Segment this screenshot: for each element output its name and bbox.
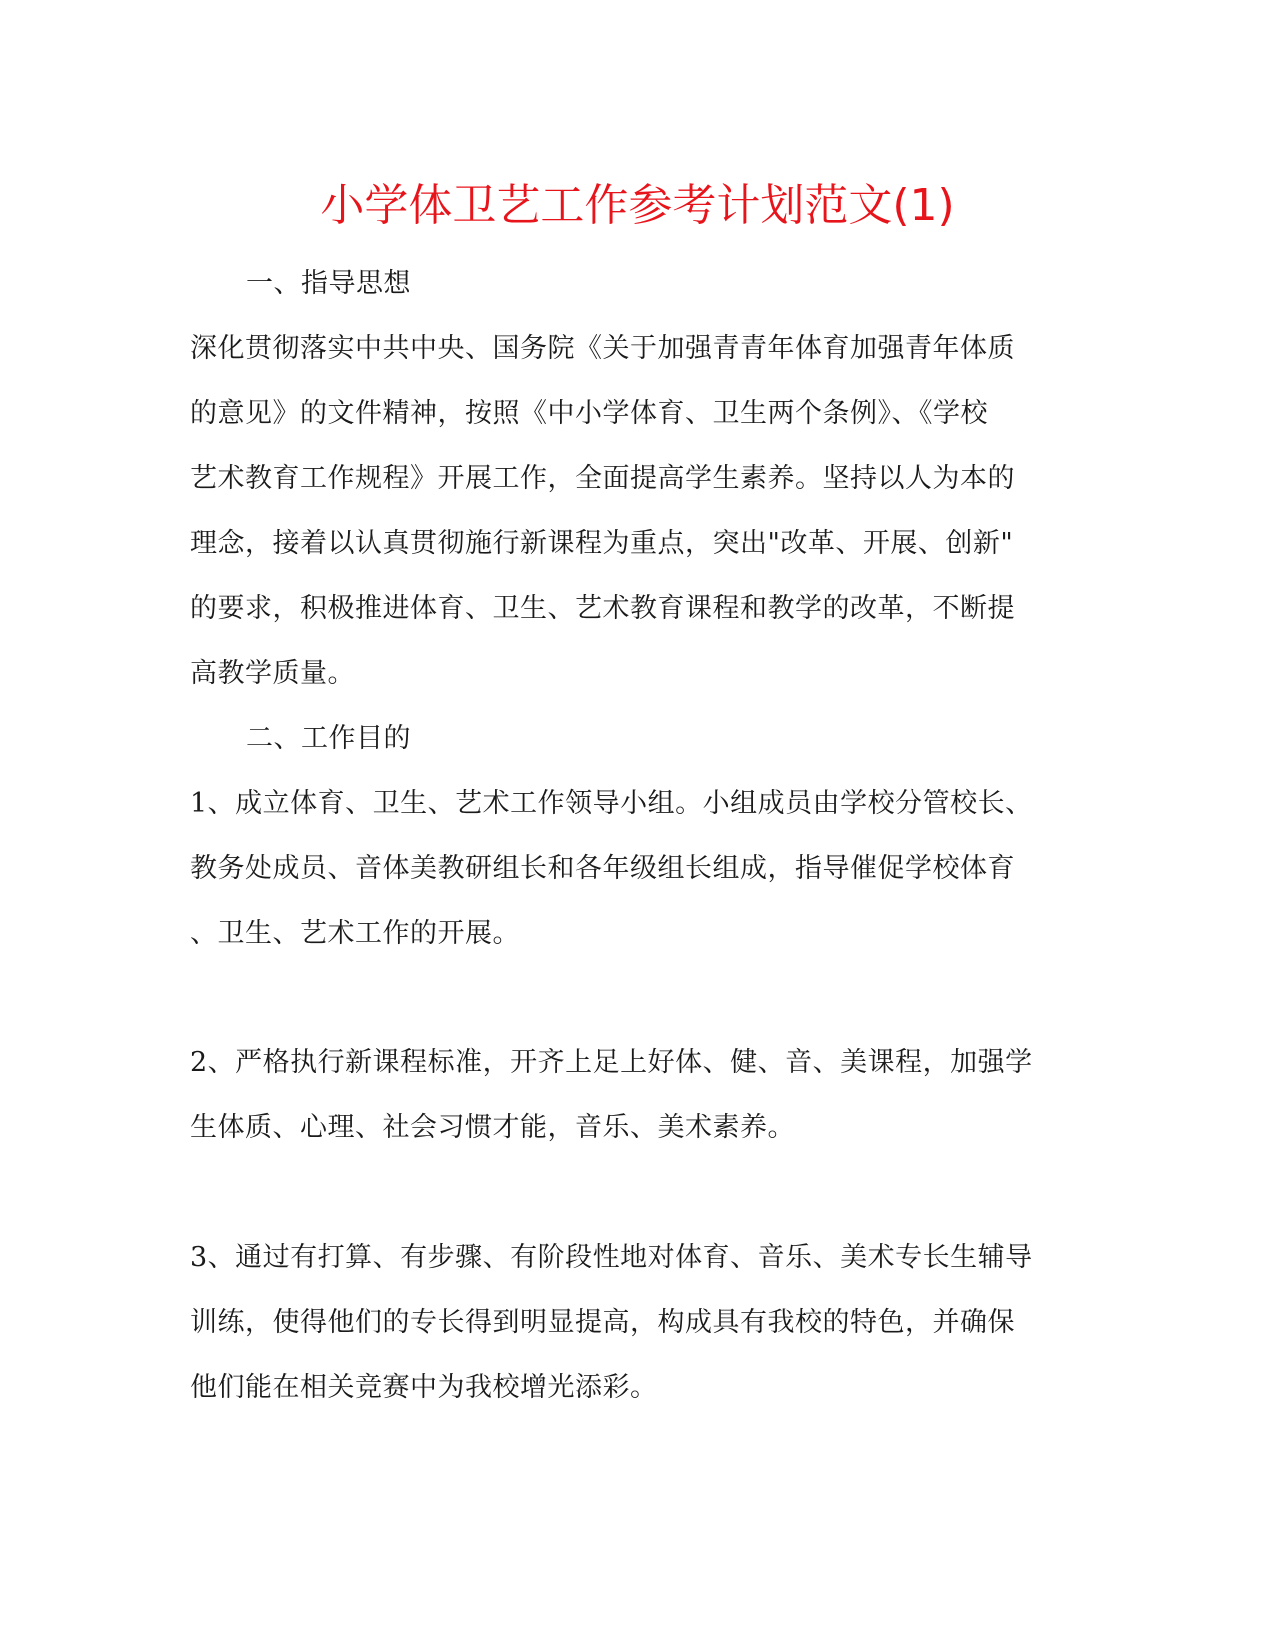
paragraph-goal-1 <box>190 771 1090 966</box>
paragraph-guiding-ideology <box>190 316 1090 706</box>
text-line: 理念，接着以认真贯彻施行新课程为重点，突出"改革、开展、创新" <box>190 528 1014 559</box>
text-line: 高教学质量。 <box>190 658 355 689</box>
text-line: 深化贯彻落实中共中央、国务院《关于加强青青年体育加强青年体质 <box>190 333 1015 364</box>
document-title: 小学体卫艺工作参考计划范文(1) <box>320 180 955 231</box>
text-line: 3、通过有打算、有步骤、有阶段性地对体育、音乐、美术专长生辅导 <box>190 1242 1033 1273</box>
text-line: 1、成立体育、卫生、艺术工作领导小组。小组成员由学校分管校长、 <box>190 788 1033 819</box>
section-heading-guiding-ideology: 一、指导思想 <box>246 268 411 299</box>
paragraph-goal-2 <box>190 1030 1090 1160</box>
text-line: 、卫生、艺术工作的开展。 <box>190 918 520 949</box>
text-line: 的要求，积极推进体育、卫生、艺术教育课程和教学的改革，不断提 <box>190 593 1015 624</box>
text-line: 他们能在相关竞赛中为我校增光添彩。 <box>190 1372 658 1403</box>
text-line: 2、严格执行新课程标准，开齐上足上好体、健、音、美课程，加强学 <box>190 1047 1033 1078</box>
text-line: 的意见》的文件精神，按照《中小学体育、卫生两个条例》、《学校 <box>190 398 988 429</box>
text-line: 训练，使得他们的专长得到明显提高，构成具有我校的特色，并确保 <box>190 1307 1015 1338</box>
paragraph-goal-3 <box>190 1225 1090 1420</box>
text-line: 生体质、心理、社会习惯才能，音乐、美术素养。 <box>190 1112 795 1143</box>
text-line: 艺术教育工作规程》开展工作，全面提高学生素养。坚持以人为本的 <box>190 463 1015 494</box>
text-line: 教务处成员、音体美教研组长和各年级组长组成，指导催促学校体育 <box>190 853 1015 884</box>
section-heading-work-goals: 二、工作目的 <box>246 723 411 754</box>
